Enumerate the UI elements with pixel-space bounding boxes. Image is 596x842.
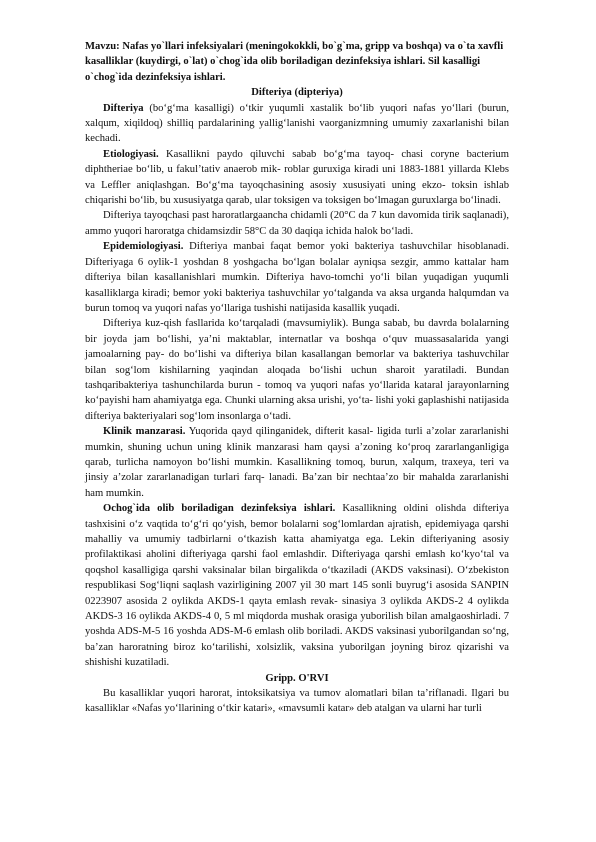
- paragraph-clinical: [85, 424, 509, 501]
- paragraph-text: Kasallikning oldini olishda difteriya tashxisini o‘z vaqtida to‘g‘ri qo‘yish, bemor bolalarni sog‘lomlardan ajratish, epidemiyaga qarshi mahalliy va umumiy tadbirlarni o‘tkazish katta ahamiyatga ega. Lekin difteriyaning asosiy profilaktikasi aholini difteriyaga qarshi faol emlashdir. Difteriyaga qarshi emlash ko‘kyo‘tal va qoqshol kasalligiga qarshi vaksinalar bilan birgalikda o‘tkaziladi (AKDS vaksinasi). O‘zbekiston respublikasi Sog‘liqni saqlash vazirligining 2007 yil 30 mart 145 sonli buyrug‘i asosida SANPIN 0223907 asosida 2 oylikda AKDS-1 qayta emlash revak- sinasiya 3 oylikda AKDS-2 4 oylikda AKDS-3 16 oylikda AKDS-4 0, 5 ml miqdorda mushak orasiga yuborilish bilan amalgaoshirladi. 7 yoshda ADS-M-5 16 yoshda ADS-M-6 emlash olib boriladi. AKDS vaksinasi yuborilgandan so‘ng, ba’zan haroratning biroz ko‘tarilishi, xolsizlik, vaksina yuborilgan joyning biroz qizarishi va shishishi kuzatiladi.: [85, 503, 509, 669]
- section-title-influenza: Gripp. O'RVI: [265, 672, 329, 684]
- paragraph-definition: [85, 101, 509, 147]
- paragraph-lead: Ochog`ida olib boriladigan dezinfeksiya ishlari.: [103, 503, 336, 515]
- topic-heading: Mavzu: Nafas yo`llari infeksiyalari (meningokokkli, bo`g`ma, gripp va boshqa) va o`ta xavfli kasalliklar (kuydirgi, o`lat) o`chog`ida olib boriladigan dezinfeksiya ishlari. Sil kasalligi o`chog`ida dezinfeksiya ishlari.: [85, 41, 504, 83]
- paragraph-lead: Klinik manzarasi.: [103, 426, 186, 438]
- paragraph-lead: Etiologiyasi.: [103, 148, 159, 160]
- paragraph-text: Yuqorida qayd qilinganidek, difterit kasal- ligida turli a’zolar zararlanishi mumkin, shuning uchun uning klinik manzarasi ham qaysi a’zoning ko‘proq zararlanganligiga qarab, turlicha namoyon bo‘lishi mumkin. Kasallikning tomoq, burun, xalqum, traxeya, teri va jinsiy a’zolar zararlanadigan turlari farq- lanadi. Ba’zan bir nechtaa’zo bir mahalda zararlanishi ham mumkin.: [85, 426, 509, 499]
- paragraph-influenza: Bu kasalliklar yuqori harorat, intoksikatsiya va tumov alomatlari bilan ta’riflanadi. Ilgari bu kasalliklar «Nafas yo‘llarining o‘tkir katari», «mavsumli katar» deb atalgan va ularni har turli: [85, 688, 509, 715]
- section-title-diphtheria: Difteriya (dipteriya): [251, 87, 343, 99]
- paragraph-seasonality: [85, 316, 509, 424]
- paragraph-lead: Epidemiologiyasi.: [103, 241, 184, 253]
- paragraph-disinfection: [85, 501, 509, 670]
- paragraph-epidemiology: [85, 239, 509, 316]
- paragraph-text: Difteriya manbai faqat bemor yoki bakteriya tashuvchilar hisoblanadi. Difteriyaga 6 oylik-1 yoshdan 8 yoshgacha bo‘lgan bolalar ayniqsa sezgir, ammo kattalar ham difteriya bilan kasallanishlari mumkin. Difteriya havo-tomchi yo‘li bilan yuqadigan yuqumli kasalliklarga kiradi; bemor yoki bakteriya tashuvchilar yo‘talganda va aksa urganda halqumdan va burun tomoq va yuqori nafas yo‘llariga tushishi natijasida kasallik yuqadi.: [85, 241, 509, 314]
- paragraph-text: (bo‘g‘ma kasalligi) o‘tkir yuqumli xastalik bo‘lib yuqori nafas yo‘llari (burun, xalqum, xiqildoq) shilliq pardalarining yallig‘lanishi vaorganizmning umumiy zaxarlanishi bilan kechadi.: [85, 102, 509, 145]
- paragraph-text: Difteriya kuz-qish fasllarida ko‘tarqaladi (mavsumiylik). Bunga sabab, bu davrda bolalarning bir joyda jam bo‘lishi, ya’ni maktablar, internatlar va boshqa o‘quv muassasalarida yangi jamoalarning pay- do bo‘lishi va difteriya bilan kasallangan bemorlar va bakteriya tashuvchilar bilan sog‘lom kishilarning yaqindan aloqada bo‘lishi uchun sharoit yaratiladi. Bundan tashqaribakteriya tashunchilarda burun - tomoq va yuqori nafas yo‘llarida kataral jarayonlarning ko‘payishi ham ahamiyatga ega. Chunki ularning aksa urishi, yo‘ta- lishi yoki gaplashishi natijasida difteriya bakteriyalari sog‘lom insonlarga o‘tadi.: [85, 318, 509, 422]
- paragraph-lead: Difteriya: [103, 102, 144, 114]
- document-page: [85, 39, 509, 717]
- paragraph-text: Kasallikni paydo qiluvchi sabab bo‘g‘ma tayoq- chasi coryne bacterium diphtheriae bo‘lib, u fakul’tativ anaerob mik- roblar guruxiga kiradi uni 1883-1881 yillarda Klebs va Leffler aniqlashgan. Bo‘g‘ma tayoqchasining asosiy xususiyati uning ekzo- toksin ishlab chiqarishi bo‘lib, bu xususiyatga qarab, ular toksigen va toksigen bo‘lmagan guruxlarga bo‘linadi.: [85, 148, 509, 207]
- paragraph-text: Difteriya tayoqchasi past haroratlargaancha chidamli (20°C da 7 kun davomida tirik saqlanadi), ammo yuqori haroratga chidamsizdir 58°C da 30 daqiqa ichida halok bo‘ladi.: [85, 210, 509, 237]
- paragraph-etiology: [85, 147, 509, 209]
- paragraph-resistance: [85, 208, 509, 239]
